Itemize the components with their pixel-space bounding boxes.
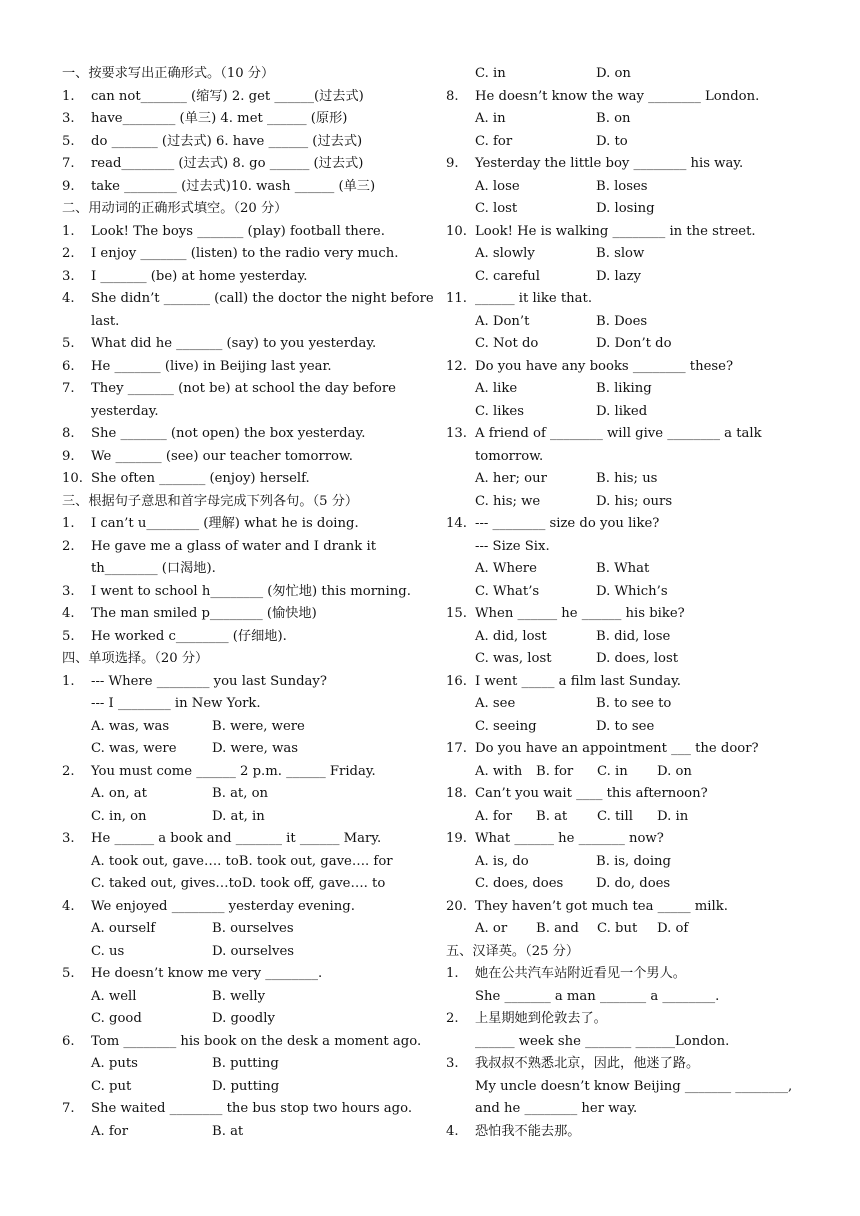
question-number: 1. [62,223,75,239]
question-line [62,176,434,199]
question-text: The man smiled p________ (愉快地) [91,606,317,621]
question-line [446,963,806,986]
question-text: read________ (过去式) 8. go ______ (过去式) [91,156,364,171]
option-text: B. on [596,111,631,126]
question-number: 2. [446,1011,459,1026]
question-number: 11. [446,291,467,306]
question-line [446,738,806,761]
question-text: take ________ (过去式)10. wash ______ (单三) [91,178,376,194]
options-row [446,851,806,874]
option-text: C. was, lost [475,651,552,666]
section-heading-text: 三、根据句子意思和首字母完成下列各句。（5 分） [62,493,359,509]
option-text: C. does, does [475,876,564,891]
options-row [446,491,806,514]
option-text: B. welly [212,988,266,1004]
question-line [62,761,434,784]
continuation-line [446,1031,806,1054]
option-text: A. puts [91,1056,138,1071]
question-line [62,513,434,536]
options-row [446,243,806,266]
option-text: B. What [596,561,650,576]
question-line [446,1121,806,1144]
question-number: 13. [446,426,467,441]
options-row [446,108,806,131]
question-text: We enjoyed ________ yesterday evening. [91,898,355,914]
question-text: A friend of ________ will give ________ a talk [475,426,762,441]
options-row [62,716,434,739]
options-row [446,333,806,356]
option-text: A. for [475,808,513,824]
question-number: 2. [62,538,75,554]
options-row [446,311,806,334]
question-number: 1. [446,966,459,981]
question-text: She _______ a man _______ a ________. [475,988,720,1004]
question-line [62,86,434,109]
question-text: 上星期她到伦敦去了。 [475,1011,607,1026]
options-row [62,1121,434,1144]
continuation-line [446,1098,806,1121]
question-number: 7. [62,1101,75,1116]
question-number: 4. [62,898,75,914]
option-text: D. does, lost [596,651,679,666]
question-text: I enjoy _______ (listen) to the radio very much. [91,246,399,261]
option-text: A. in [475,111,506,126]
question-number: 2. [62,763,75,779]
options-row [62,1053,434,1076]
option-text: C. put [91,1078,132,1094]
option-text: C. but [597,921,638,936]
question-line [62,828,434,851]
option-text: C. for [475,133,513,149]
question-number: 10. [446,223,467,239]
question-text: She _______ (not open) the box yesterday. [91,426,366,441]
option-text: A. for [91,1123,129,1139]
option-text: C. in [475,66,506,81]
option-text: A. did, lost [475,628,547,644]
question-text: th________ (口渴地). [91,561,216,576]
question-line [62,626,434,649]
question-text: A. took out, gave…. toB. took out, gave…. for [91,853,393,869]
question-line [446,1053,806,1076]
options-row [446,716,806,739]
question-line [446,86,806,109]
question-text: --- ________ size do you like? [475,516,660,531]
option-text: D. putting [212,1078,280,1094]
question-text: He worked c________ (仔细地). [91,628,287,644]
option-text: C. us [91,943,125,959]
option-text: D. ourselves [212,943,295,959]
question-line [62,1098,434,1121]
question-text: Tom ________ his book on the desk a moment ago. [91,1033,422,1049]
question-line [62,266,434,289]
option-text: D. were, was [212,741,298,756]
options-row [446,806,806,829]
question-number: 8. [62,426,75,441]
question-text: 她在公共汽车站附近看见一个男人。 [475,966,686,981]
section-heading [62,491,434,514]
question-text: and he ________ her way. [475,1101,638,1116]
option-text: C. his; we [475,493,541,509]
option-text: B. were, were [212,718,305,734]
question-number: 1. [62,673,75,689]
option-text: B. slow [596,246,645,261]
option-text: A. with [475,763,523,779]
options-row [62,738,434,761]
option-text: D. in [657,808,689,824]
question-text: C. taked out, gives…toD. took off, gave…. to [91,876,386,891]
question-number: 12. [446,358,467,374]
question-number: 15. [446,606,467,621]
continuation-line [446,536,806,559]
question-text: He doesn’t know me very ________. [91,966,323,981]
question-text: When ______ he ______ his bike? [475,606,685,621]
question-text: Yesterday the little boy ________ his way. [475,156,744,171]
option-text: B. ourselves [212,921,294,936]
options-row [446,918,806,941]
question-text: Do you have an appointment ___ the door? [475,741,759,756]
question-number: 14. [446,516,467,531]
option-text: A. see [475,696,516,711]
option-text: D. on [596,66,631,81]
option-text: B. at [536,808,568,824]
question-number: 5. [62,966,75,981]
option-text: D. to [596,133,628,149]
question-text: have________ (单三) 4. met ______ (原形) [91,111,348,126]
question-line [446,1008,806,1031]
question-line [446,671,806,694]
option-text: C. was, were [91,741,177,756]
section-heading-text: 一、按要求写出正确形式。（10 分） [62,66,275,81]
question-number: 4. [62,606,75,621]
question-line [62,671,434,694]
options-row [62,806,434,829]
option-text: A. on, at [91,786,147,801]
question-number: 7. [62,381,75,396]
question-text: They haven’t got much tea _____ milk. [475,898,728,914]
question-number: 3. [62,268,75,284]
option-text: D. at, in [212,808,265,824]
question-number: 18. [446,786,467,801]
option-text: A. well [91,988,137,1004]
question-text: yesterday. [91,403,159,419]
question-line [446,603,806,626]
question-number: 7. [62,156,75,171]
continuation-line [446,1076,806,1099]
options-row [446,378,806,401]
continuation-line [62,851,434,874]
options-row [446,693,806,716]
options-row [446,198,806,221]
question-line [62,378,434,401]
option-text: B. liking [596,381,652,396]
question-line [62,423,434,446]
question-text: --- Size Six. [475,538,550,554]
question-text: They _______ (not be) at school the day before [91,381,396,396]
question-text: ______ week she _______ ______London. [475,1033,730,1049]
option-text: D. on [657,763,692,779]
question-text: do _______ (过去式) 6. have ______ (过去式) [91,133,363,149]
question-text: --- I ________ in New York. [91,696,261,711]
question-text: last. [91,313,120,329]
option-text: B. to see to [596,696,672,711]
question-line [62,603,434,626]
option-text: A. ourself [91,921,156,936]
question-number: 10. [62,471,83,486]
option-text: A. lose [475,178,520,194]
question-line [62,108,434,131]
option-text: D. his; ours [596,493,673,509]
options-row [62,1008,434,1031]
option-text: B. and [536,921,579,936]
question-line [446,221,806,244]
option-text: D. to see [596,718,655,734]
option-text: D. Don’t do [596,336,672,351]
option-text: B. at [212,1123,244,1139]
option-text: D. liked [596,403,648,419]
continuation-line [62,401,434,424]
section-heading [62,198,434,221]
question-number: 16. [446,673,467,689]
option-text: C. likes [475,403,525,419]
question-number: 4. [446,1123,459,1139]
question-number: 1. [62,516,75,531]
question-text: He ______ a book and _______ it ______ Mary. [91,831,382,846]
section-heading [62,648,434,671]
question-number: 1. [62,88,75,104]
question-text: What ______ he _______ now? [475,831,664,846]
question-number: 3. [62,583,75,599]
question-number: 6. [62,358,75,374]
question-number: 17. [446,741,467,756]
options-row [62,918,434,941]
continuation-line [446,446,806,469]
question-number: 9. [62,178,75,194]
option-text: A. like [475,381,518,396]
question-text: She often _______ (enjoy) herself. [91,471,310,486]
question-line [446,356,806,379]
option-text: D. of [657,921,689,936]
question-line [446,783,806,806]
question-line [62,468,434,491]
question-line [62,131,434,154]
option-text: C. in [597,763,628,779]
question-line [62,896,434,919]
continuation-line [62,311,434,334]
question-text: I went to school h________ (匆忙地) this morning. [91,583,411,599]
question-number: 3. [446,1056,459,1071]
question-line [62,288,434,311]
options-row [62,1076,434,1099]
right-column [446,63,806,1143]
option-text: C. Not do [475,336,539,351]
option-text: D. lazy [596,268,641,284]
options-row [62,986,434,1009]
option-text: C. in, on [91,808,147,824]
question-line [62,333,434,356]
question-text: I went _____ a film last Sunday. [475,673,681,689]
section-heading-text: 四、单项选择。（20 分） [62,651,209,666]
question-text: ______ it like that. [475,291,593,306]
option-text: C. seeing [475,718,537,734]
options-row [62,941,434,964]
option-text: B. Does [596,313,648,329]
option-text: D. losing [596,201,655,216]
option-text: B. his; us [596,471,658,486]
question-line [62,536,434,559]
option-text: D. Which’s [596,583,668,599]
options-row [446,176,806,199]
question-number: 4. [62,291,75,306]
section-heading [62,63,434,86]
question-text: He _______ (live) in Beijing last year. [91,358,332,374]
question-text: She didn’t _______ (call) the doctor the night before [91,291,434,306]
question-number: 3. [62,831,75,846]
options-row [446,131,806,154]
question-text: Do you have any books ________ these? [475,358,734,374]
question-text: Can’t you wait ____ this afternoon? [475,786,708,801]
option-text: A. her; our [475,471,547,486]
section-heading-text: 二、用动词的正确形式填空。（20 分） [62,201,288,216]
options-row [446,63,806,86]
question-line [62,581,434,604]
continuation-line [62,873,434,896]
question-text: She waited ________ the bus stop two hours ago. [91,1101,413,1116]
option-text: D. goodly [212,1011,275,1026]
option-text: A. Where [475,561,537,576]
question-line [446,513,806,536]
question-line [62,446,434,469]
question-number: 5. [62,336,75,351]
question-number: 9. [62,448,75,464]
question-line [62,963,434,986]
question-line [446,423,806,446]
option-text: B. for [536,763,574,779]
question-text: I _______ (be) at home yesterday. [91,268,308,284]
question-line [446,896,806,919]
question-number: 20. [446,898,467,914]
question-text: Look! The boys _______ (play) football there. [91,223,385,239]
option-text: A. was, was [91,718,170,734]
question-number: 3. [62,111,75,126]
question-text: What did he _______ (say) to you yesterday. [91,336,377,351]
continuation-line [446,986,806,1009]
options-row [446,266,806,289]
question-line [62,153,434,176]
question-text: tomorrow. [475,448,544,464]
option-text: C. careful [475,268,540,284]
question-text: 我叔叔不熟悉北京，因此，他迷了路。 [475,1056,700,1071]
option-text: B. at, on [212,786,269,801]
options-row [446,648,806,671]
question-text: You must come ______ 2 p.m. ______ Friday. [91,763,376,779]
options-row [446,626,806,649]
section-heading-text: 五、汉译英。（25 分） [446,943,580,959]
option-text: B. did, lose [596,628,671,644]
question-line [446,153,806,176]
question-text: Look! He is walking ________ in the street. [475,223,756,239]
question-text: He doesn’t know the way ________ London. [475,88,760,104]
options-row [446,873,806,896]
options-row [446,401,806,424]
question-line [62,356,434,379]
question-number: 5. [62,133,75,149]
options-row [62,783,434,806]
option-text: B. is, doing [596,853,671,869]
question-text: --- Where ________ you last Sunday? [91,673,327,689]
option-text: B. loses [596,178,648,194]
option-text: D. do, does [596,876,671,891]
option-text: A. is, do [475,853,529,869]
question-line [446,288,806,311]
question-number: 2. [62,246,75,261]
option-text: C. lost [475,201,518,216]
question-line [446,828,806,851]
question-text: My uncle doesn’t know Beijing _______ ________, [475,1078,793,1094]
question-line [62,1031,434,1054]
question-line [62,221,434,244]
option-text: A. or [475,921,508,936]
question-text: 恐怕我不能去那。 [475,1123,581,1139]
question-number: 6. [62,1033,75,1049]
options-row [446,761,806,784]
question-text: I can’t u________ (理解) what he is doing. [91,516,359,531]
option-text: C. till [597,808,633,824]
option-text: C. good [91,1011,142,1026]
options-row [446,581,806,604]
option-text: A. slowly [475,246,535,261]
question-text: can not_______ (缩写) 2. get ______(过去式) [91,88,364,104]
question-number: 19. [446,831,467,846]
question-number: 8. [446,88,459,104]
options-row [446,558,806,581]
question-text: We _______ (see) our teacher tomorrow. [91,448,353,464]
question-number: 5. [62,628,75,644]
option-text: C. What’s [475,583,540,599]
option-text: A. Don’t [475,313,530,329]
section-heading [446,941,806,964]
continuation-line [62,693,434,716]
continuation-line [62,558,434,581]
option-text: B. putting [212,1056,279,1071]
question-text: He gave me a glass of water and I drank it [91,538,377,554]
left-column [62,63,434,1143]
question-number: 9. [446,156,459,171]
options-row [446,468,806,491]
question-line [62,243,434,266]
